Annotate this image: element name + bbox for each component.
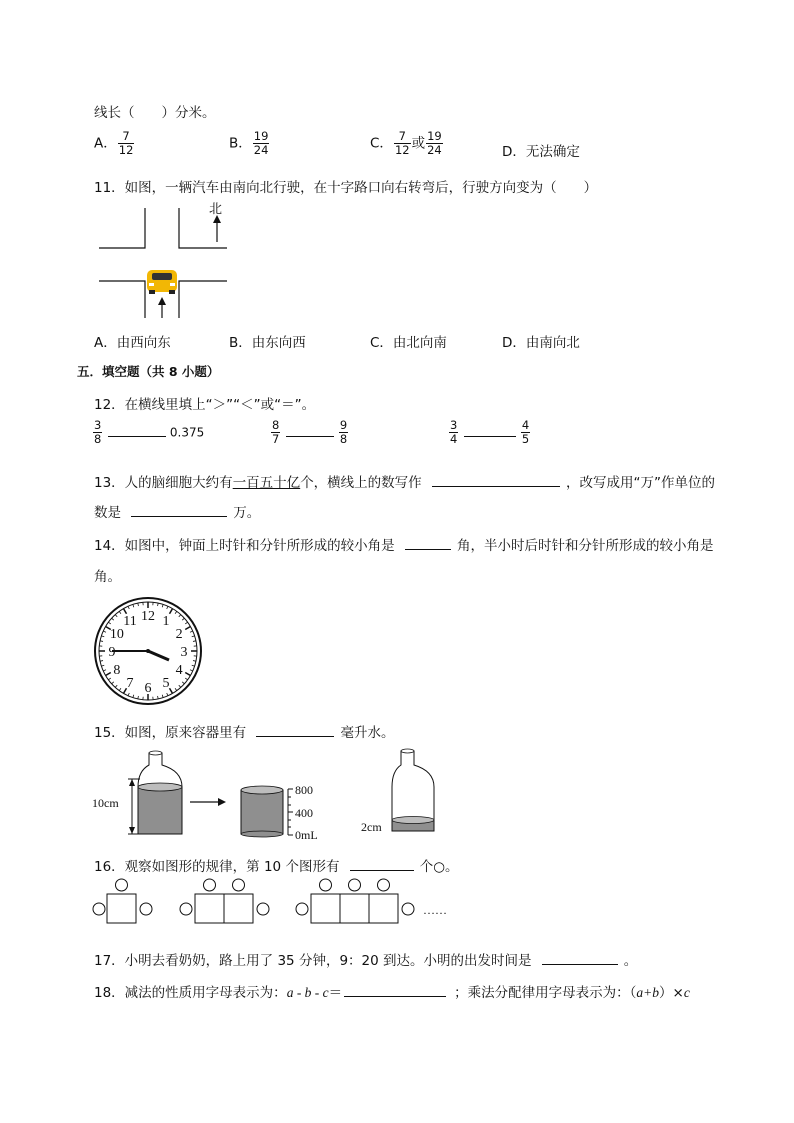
q14-line-1: 14．如图中，钟面上时针和分针所形成的较小角是 角，半小时后时针和分针所形成的较小角是 — [94, 538, 714, 554]
q12-pair-3: $\frac{3}{4}$ $\frac{4}{5}$ — [450, 418, 530, 447]
label-2cm: 2cm — [361, 820, 382, 834]
q12-blank-1[interactable] — [108, 424, 166, 437]
q11-option-c[interactable]: C．由北向南 — [370, 335, 447, 351]
q13-blank-2[interactable] — [131, 504, 227, 517]
q11-option-d[interactable]: D．由南向北 — [502, 335, 580, 351]
q11-option-a[interactable]: A．由西向东 — [94, 335, 171, 351]
clock-number: 11 — [123, 613, 137, 629]
scale-800: 800 — [295, 783, 313, 797]
clock-figure — [93, 596, 203, 706]
clock-number: 6 — [144, 681, 152, 696]
section-heading: 五．填空题（共 8 小题） — [77, 364, 220, 379]
q18-question: 18．减法的性质用字母表示为：a - b - c＝ ；乘法分配律用字母表示为：（a+b）×c — [94, 985, 690, 1001]
container-figure — [90, 745, 450, 845]
clock-number: 10 — [109, 627, 124, 642]
q12-pair-2: $\frac{8}{7}$ $\frac{9}{8}$ — [272, 418, 348, 447]
q12-question: 12．在横线里填上“＞”“＜”或“＝”。 — [94, 397, 316, 413]
q18-blank[interactable] — [344, 984, 446, 997]
clock-number: 4 — [175, 663, 183, 678]
clock-number: 3 — [180, 645, 188, 660]
height-label: 10cm — [92, 796, 119, 810]
scale-400: 400 — [295, 806, 313, 820]
q12-blank-2[interactable] — [286, 424, 334, 437]
q10-option-b[interactable]: B． $\frac{19}{24}$ — [229, 129, 269, 158]
north-label: 北 — [209, 201, 223, 216]
clock-number: 12 — [141, 609, 155, 624]
clock-number: 7 — [126, 676, 134, 692]
right-arrow-icon — [190, 798, 226, 806]
clock-number: 2 — [175, 627, 183, 642]
scale-0ml: 0mL — [295, 828, 318, 842]
right-bottle — [386, 749, 434, 831]
q10-tail: 线长（ ）分米。 — [94, 105, 216, 121]
q16-blank[interactable] — [350, 858, 414, 871]
clock-number: 1 — [162, 613, 170, 629]
car-icon — [147, 270, 177, 294]
q13-line-1: 13．人的脑细胞大约有一百五十亿个，横线上的数写作 ，改写成用“万”作单位的 — [94, 475, 715, 491]
q15-blank[interactable] — [256, 724, 334, 737]
q10-option-d[interactable]: D．无法确定 — [502, 144, 580, 160]
q14-blank-1[interactable] — [405, 537, 451, 550]
q11-option-b[interactable]: B．由东向西 — [229, 335, 306, 351]
pattern-figure — [90, 876, 470, 926]
north-arrow-icon — [213, 215, 221, 242]
crossroad-figure — [95, 198, 235, 323]
q17-blank[interactable] — [542, 952, 618, 965]
clock-number: 8 — [113, 663, 121, 678]
q11-question: 11．如图，一辆汽车由南向北行驶，在十字路口向右转弯后，行驶方向变为（ ） — [94, 180, 598, 196]
up-arrow-icon — [158, 297, 166, 318]
q16-question: 16．观察如图形的规律，第 10 个图形有 个○。 — [94, 859, 459, 875]
q13-blank-1[interactable] — [432, 474, 560, 487]
q12-blank-3[interactable] — [464, 424, 516, 437]
q12-pair-1: $\frac{3}{8}$ 0.375 — [94, 418, 205, 447]
q14-line-2: 角。 — [94, 569, 121, 585]
left-bottle — [138, 751, 182, 834]
measuring-cylinder — [241, 786, 293, 837]
q13-line-2: 数是 万。 — [94, 505, 261, 521]
clock-number: 9 — [108, 645, 116, 660]
q15-question: 15．如图，原来容器里有 毫升水。 — [94, 725, 395, 741]
clock-number: 5 — [162, 676, 170, 692]
q10-option-a[interactable]: A． $\frac{7}{12}$ — [94, 129, 134, 158]
q10-option-c[interactable]: C． $\frac{7}{12}$ 或 $\frac{19}{24}$ — [370, 129, 442, 158]
pattern-ellipsis: …… — [423, 903, 447, 917]
q17-question: 17．小明去看奶奶，路上用了 35 分钟，9：20 到达。小明的出发时间是 。 — [94, 953, 638, 969]
